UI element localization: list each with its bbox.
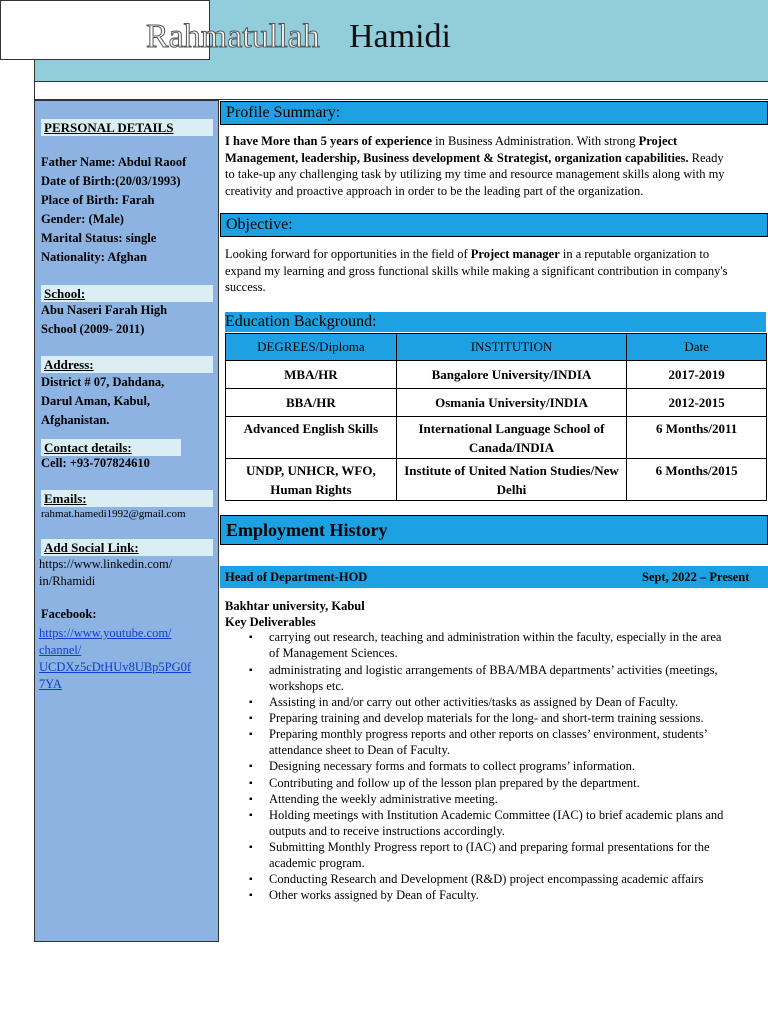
list-item [225,662,768,694]
table-row [226,459,767,501]
deliverables-list [225,629,768,903]
sidebar [34,100,219,942]
education-table [225,333,767,501]
bullet-icon: ▪ [249,874,253,885]
date-cell: 2012-2015 [627,389,767,417]
list-item-line: Attending the weekly administrative meeting. [269,791,498,806]
youtube-line: https://www.youtube.com/ [39,626,172,640]
table-row [226,417,767,459]
contact-heading: Contact details: [41,439,181,456]
list-item-line: Submitting Monthly Progress report to (IAC) and preparing formal presentations for the [269,839,710,854]
column-header: INSTITUTION [396,334,626,361]
address-line: Afghanistan. [41,413,110,427]
column-header: Date [627,334,767,361]
list-item [225,694,768,710]
institution-cell: Institute of United Nation Studies/New Delhi [396,459,626,501]
header-divider-band [34,82,768,100]
bullet-icon: ▪ [249,890,253,901]
youtube-line: 7YA [39,677,62,691]
objective-heading: Objective: [220,213,768,237]
list-item-line: Designing necessary forms and formats to collect programs’ information. [269,759,635,773]
institution-cell: Bangalore University/INDIA [396,361,626,389]
list-item-line: outputs and to receive instructions accordingly. [269,823,505,838]
list-item-line: workshops etc. [269,678,344,693]
facebook-label: Facebook: [41,607,97,621]
list-item-line: administrating and logistic arrangements of BBA/MBA departments’ activities (meetings, [269,662,718,677]
list-item-line: academic program. [269,855,365,870]
list-item-line: Preparing monthly progress reports and other reports on classes’ environment, students’ [269,727,708,741]
linkedin-link[interactable] [39,556,215,590]
degree-cell: BBA/HR [226,389,397,417]
objective-line: expand my learning and gross functional skills while making a significant contribution in company's [225,263,728,278]
bullet-icon: ▪ [249,809,253,821]
list-item [225,710,768,726]
youtube-link[interactable] [39,625,215,693]
list-item-line: Assisting in and/or carry out other activities/tasks as assigned by Dean of Faculty. [269,695,679,709]
job-position: Head of Department-HOD [225,570,368,584]
personal-line: Nationality: Afghan [41,250,147,264]
employment-history-heading: Employment History [220,515,768,545]
personal-details-heading: PERSONAL DETAILS [41,119,213,136]
list-item [225,629,768,661]
list-item-line: Holding meetings with Institution Academic Committee (IAC) to brief academic plans and [269,807,724,822]
table-row [226,361,767,389]
linkedin-line: in/Rhamidi [39,574,96,588]
date-cell: 2017-2019 [627,361,767,389]
address-info [41,373,217,430]
objective-line: success. [225,280,266,294]
school-line: Abu Naseri Farah High [41,303,168,317]
email-address[interactable]: rahmat.hamedi1992@gmail.com [41,508,186,520]
bullet-icon: ▪ [249,713,253,724]
bullet-icon: ▪ [249,793,253,805]
address-line: District # 07, Dahdana, [41,375,165,389]
list-item-line: Preparing training and develop materials for the long- and short-term training sessions. [269,711,704,725]
bullet-icon: ▪ [249,632,253,643]
list-item-line: Conducting Research and Development (R&D) project encompassing academic affairs [269,872,704,886]
school-line: School (2009- 2011) [41,322,145,336]
bullet-icon: ▪ [249,664,253,676]
linkedin-line: https://www.linkedin.com/ [39,557,173,571]
profile-line: creativity and proactive approach in order to be the leading part of the organization. [225,183,644,198]
job-period: Sept, 2022 – Present [642,570,750,584]
deliverables-label: Key Deliverables [225,615,316,629]
personal-details-list [41,153,217,267]
address-line: Darul Aman, Kabul, [41,394,151,408]
first-name: Rahmatullah [146,18,320,55]
list-item [225,758,768,774]
list-item-line: of Management Sciences. [269,646,398,660]
list-item-line: carrying out research, teaching and administration within the faculty, especially in the area [269,630,722,644]
list-item [225,887,768,903]
profile-line: I have More than 5 years of experience in Business Administration. With strong Project [225,134,678,148]
bullet-icon: ▪ [249,697,253,708]
employer-name: Bakhtar university, Kabul [225,599,365,613]
bullet-icon: ▪ [249,761,253,772]
contact-cell: Cell: +93-707824610 [41,456,150,470]
list-item [225,726,768,758]
list-item-line: attendance sheet to Dean of Faculty. [269,743,451,757]
profile-line: Management, leadership, Business development & Strategist, organization capabilities. Ready [225,150,724,165]
youtube-line: channel/ [39,643,82,657]
table-row [226,389,767,417]
profile-summary-heading: Profile Summary: [220,101,768,125]
bullet-icon: ▪ [249,729,253,740]
list-item-line: Contributing and follow up of the lesson plan prepared by the department. [269,775,640,790]
objective-line: Looking forward for opportunities in the field of Project manager in a reputable organization to [225,247,710,261]
personal-line: Father Name: Abdul Raoof [41,155,187,169]
school-heading: School: [41,285,213,302]
personal-line: Marital Status: single [41,231,157,245]
profile-line: to take-up any challenging task by utilizing my time and resource management skills along with my [225,167,725,181]
objective-text [225,246,768,296]
degree-cell: UNDP, UNHCR, WFO, Human Rights [226,459,397,501]
list-item [225,871,768,887]
employer-block [225,598,365,630]
school-info [41,301,217,339]
address-heading: Address: [41,356,213,373]
personal-line: Place of Birth: Farah [41,193,155,207]
list-item [225,807,768,839]
list-item-line: Other works assigned by Dean of Faculty. [269,888,479,902]
education-header-row [226,334,767,361]
degree-cell: Advanced English Skills [226,417,397,459]
emails-heading: Emails: [41,490,213,507]
list-item [225,775,768,791]
date-cell: 6 Months/2015 [627,459,767,501]
social-links-heading: Add Social Link: [41,539,213,556]
personal-line: Gender: (Male) [41,212,124,226]
bullet-icon: ▪ [249,777,253,789]
personal-line: Date of Birth:(20/03/1993) [41,174,181,188]
youtube-line: UCDXz5cDtHUv8UBp5PG0f [39,660,192,674]
column-header: DEGREES/Diploma [226,334,397,361]
institution-cell: International Language School of Canada/INDIA [396,417,626,459]
last-name: Hamidi [349,18,451,55]
institution-cell: Osmania University/INDIA [396,389,626,417]
date-cell: 6 Months/2011 [627,417,767,459]
job-title-bar [220,566,768,588]
education-heading: Education Background: [225,312,766,332]
bullet-icon: ▪ [249,841,253,853]
profile-summary-text [225,133,768,199]
degree-cell: MBA/HR [226,361,397,389]
list-item [225,791,768,807]
list-item [225,839,768,871]
